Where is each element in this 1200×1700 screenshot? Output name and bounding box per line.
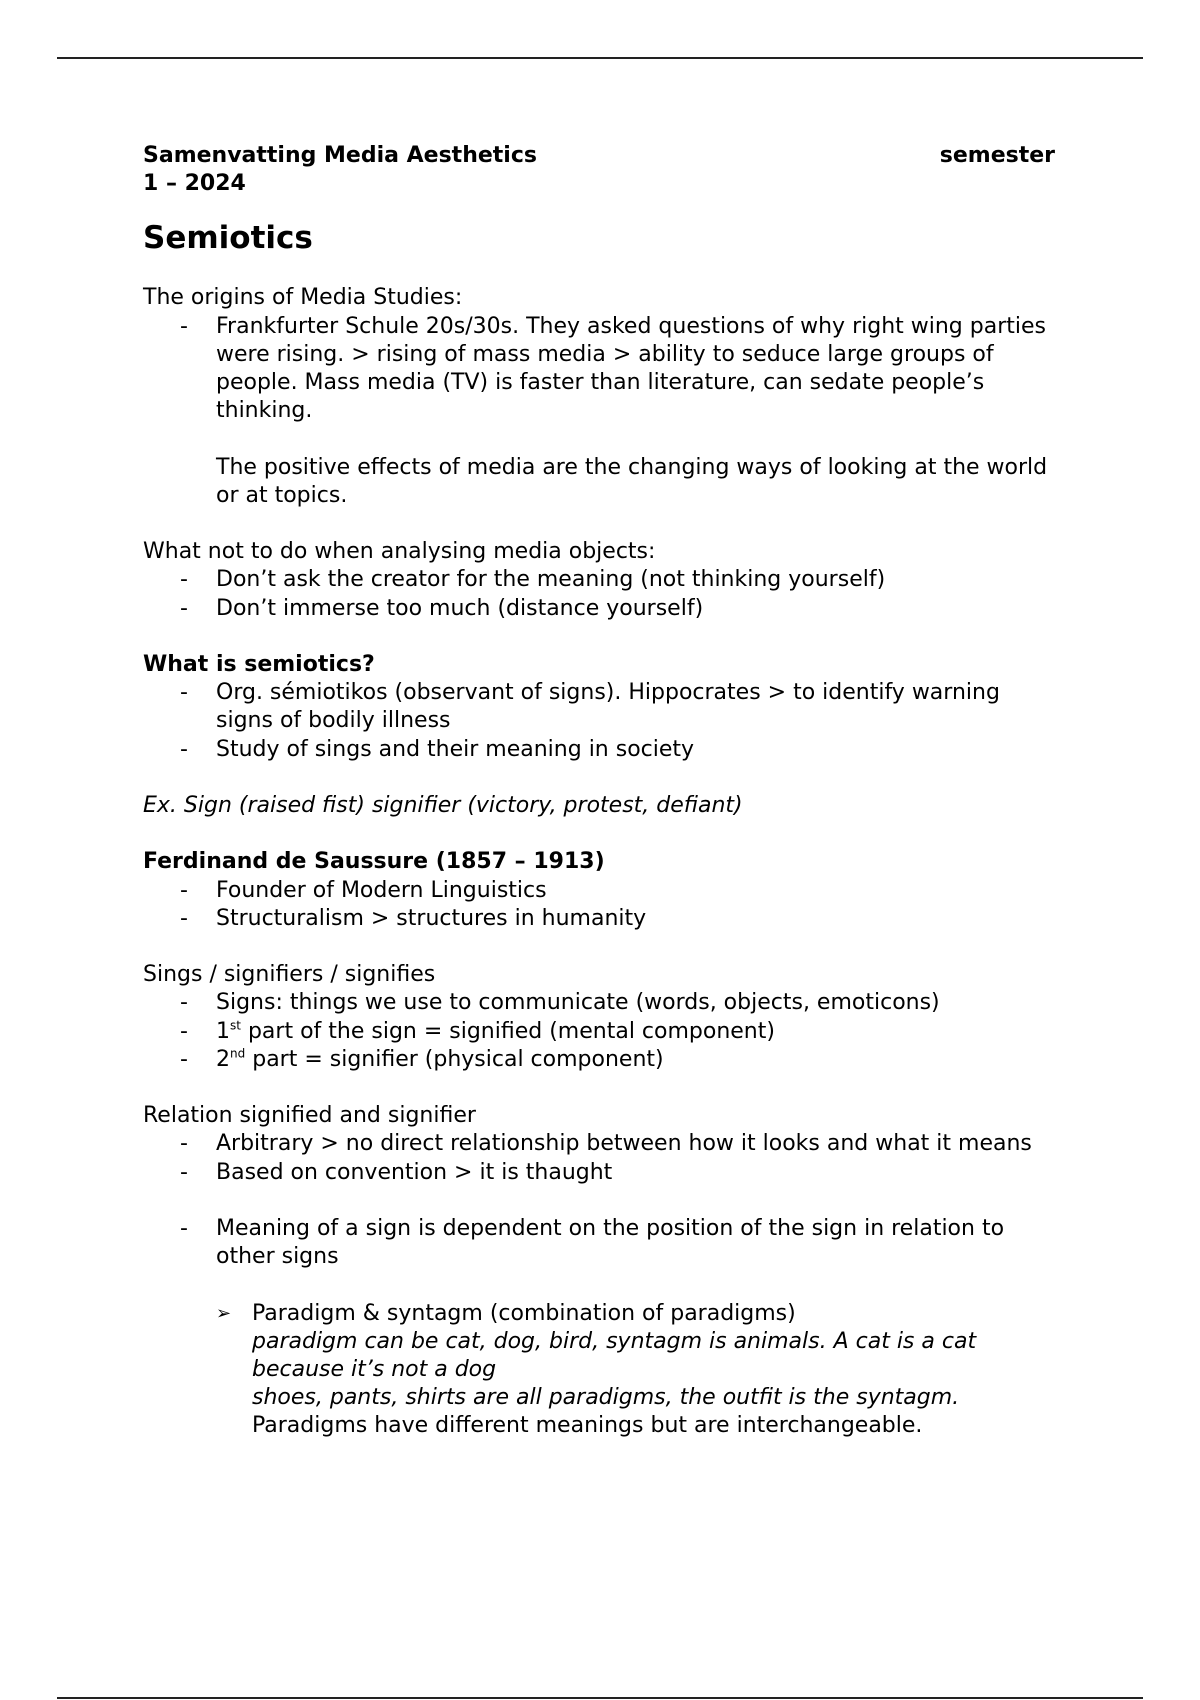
list-item: - Arbitrary > no direct relationship between how it looks and what it means	[143, 1130, 1055, 1158]
what-is-list	[143, 679, 1055, 764]
list-item	[143, 313, 1055, 426]
list-item: - Don’t immerse too much (distance yourself)	[143, 595, 1055, 623]
list-item: - Study of sings and their meaning in society	[143, 736, 1055, 764]
ordinal-number: 2	[216, 1046, 230, 1072]
document-page	[143, 142, 1055, 1441]
page-header	[143, 142, 1055, 170]
what-is-heading: What is semiotics?	[143, 652, 375, 677]
paradigm-list	[143, 1300, 1055, 1441]
list-item: - Meaning of a sign is dependent on the position of the sign in relation to other signs	[143, 1215, 1055, 1271]
ordinal-suffix: nd	[230, 1046, 246, 1061]
saussure-list	[143, 877, 1055, 933]
list-item: - Founder of Modern Linguistics	[143, 877, 1055, 905]
not-to-do-label: What not to do when analysing media objects:	[143, 539, 656, 565]
list-item: - Signs: things we use to communicate (words, objects, emoticons)	[143, 989, 1055, 1017]
section-title: Semiotics	[143, 220, 313, 257]
relation-label: Relation signified and signifier	[143, 1103, 476, 1129]
list-item	[143, 1300, 1055, 1441]
signs-label: Sings / signifiers / signifies	[143, 962, 436, 988]
origins-item-1: Frankfurter Schule 20s/30s. They asked questions of why right wing parties were rising. > rising of mass media > ability to seduce large groups of people. Mass media (TV) is faster than literature, can sedate people’s thinking.	[216, 313, 1046, 424]
list-item	[143, 1046, 1055, 1074]
item-text: part = signifier (physical component)	[245, 1046, 664, 1072]
origins-label: The origins of Media Studies:	[143, 285, 463, 311]
ordinal-suffix: st	[230, 1018, 241, 1033]
paradigm-line: Paradigm & syntagm (combination of paradigms)	[252, 1300, 796, 1326]
list-item: - Based on convention > it is thaught	[143, 1159, 1055, 1187]
top-rule	[57, 57, 1143, 59]
not-to-do-list	[143, 566, 1055, 622]
list-item: - Don’t ask the creator for the meaning (not thinking yourself)	[143, 566, 1055, 594]
paradigm-conclusion: Paradigms have different meanings but are interchangeable.	[252, 1413, 923, 1439]
example-text: Ex. Sign (raised fist) signifier (victory, protest, defiant)	[143, 793, 743, 818]
item-text: part of the sign = signified (mental component)	[240, 1018, 775, 1044]
origins-item-1-para2: The positive effects of media are the changing ways of looking at the world or at topics.	[216, 454, 1048, 508]
signs-list	[143, 989, 1055, 1074]
list-item: - Structuralism > structures in humanity	[143, 905, 1055, 933]
relation-list-2	[143, 1215, 1055, 1271]
bottom-rule	[57, 1697, 1143, 1699]
header-title: Samenvatting Media Aesthetics	[143, 143, 537, 168]
header-year: 1 – 2024	[143, 171, 246, 197]
arrow-bullet-icon: ➢	[216, 1302, 232, 1324]
list-item	[143, 1018, 1055, 1046]
relation-list	[143, 1130, 1055, 1186]
saussure-heading: Ferdinand de Saussure (1857 – 1913)	[143, 849, 605, 875]
header-semester: semester	[939, 143, 1055, 168]
paradigm-example-2: shoes, pants, shirts are all paradigms, the outfit is the syntagm.	[252, 1385, 960, 1411]
paradigm-example-1: paradigm can be cat, dog, bird, syntagm is animals. A cat is a cat because it’s not a dog	[252, 1328, 977, 1382]
list-item: - Org. sémiotikos (observant of signs). Hippocrates > to identify warning signs of bodily illness	[143, 679, 1055, 735]
ordinal-number: 1	[216, 1018, 230, 1044]
origins-list	[143, 313, 1055, 426]
